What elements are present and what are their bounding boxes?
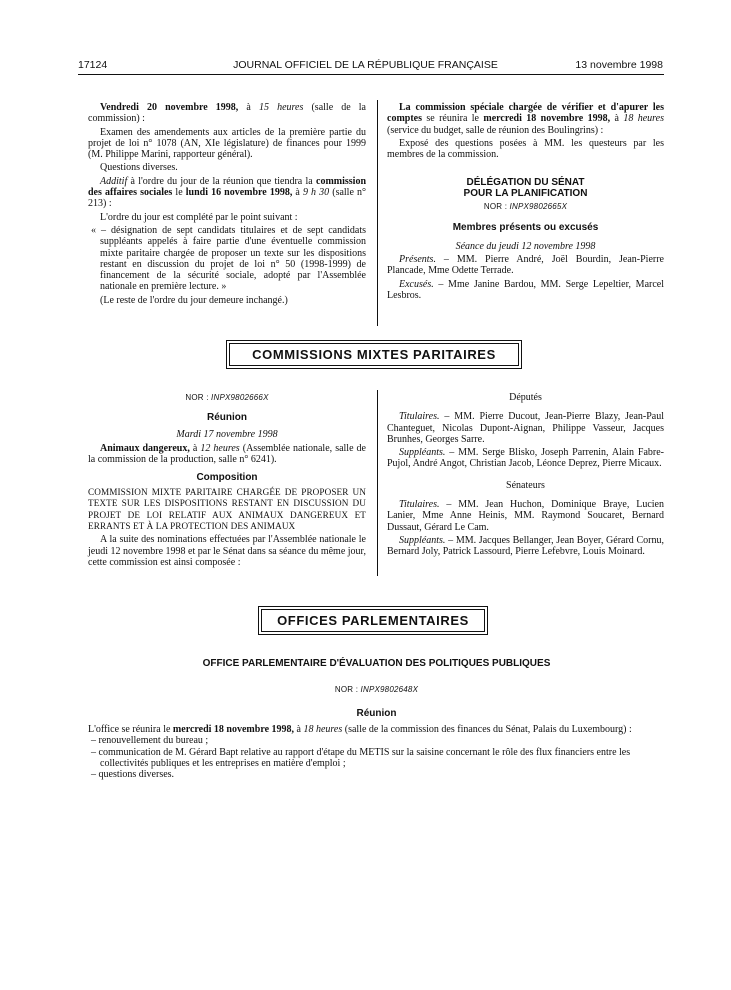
top-right-column — [387, 102, 664, 303]
top-left-column — [88, 102, 366, 308]
friday-session: Vendredi 20 novembre 1998, à 15 heures (salle de la commission) : — [88, 102, 366, 125]
deputes-titulaires: Titulaires. – MM. Pierre Ducout, Jean-Pierre Blazy, Jean-Paul Chanteguet, Nicolas Dupont-Aignan, Philippe Vasseur, Jacques Brunhes, Georges Sarre. — [387, 411, 664, 445]
composition-heading: Composition — [196, 472, 258, 484]
office-item-1: – renouvellement du bureau ; — [91, 735, 209, 747]
questions-diverses: Questions diverses. — [100, 162, 178, 174]
office-nor: NOR : INPX9802648X — [334, 685, 419, 694]
senateurs-titulaires: Titulaires. – MM. Jean Huchon, Dominique Braye, Lucien Lanier, Mme Anne Heinis, MM. Raymond Soucaret, Bernard Dussaut, Gérard Le Cam. — [387, 499, 664, 533]
office-title: OFFICE PARLEMENTAIRE D'ÉVALUATION DES POLITIQUES PUBLIQUES — [202, 658, 551, 669]
cmp-right-column — [387, 392, 664, 560]
members-heading: Membres présents ou excusés — [452, 221, 599, 233]
delegation-nor: NOR : INPX9802665X — [483, 202, 568, 212]
delegation-title-1: DÉLÉGATION DU SÉNAT — [466, 177, 585, 189]
cmp-section-title: COMMISSIONS MIXTES PARITAIRES — [226, 340, 522, 369]
offices-section-title: OFFICES PARLEMENTAIRES — [258, 606, 488, 635]
delegation-title-2: POUR LA PLANIFICATION — [463, 188, 588, 200]
deputes-suppleants: Suppléants. – MM. Serge Blisko, Joseph Parrenin, Alain Fabre-Pujol, André Angot, Christian Jacob, Léonce Deprez, Pierre Micaux. — [387, 447, 664, 470]
office-item-3: – questions diverses. — [91, 769, 175, 781]
header-rule — [78, 74, 664, 75]
office-body — [88, 724, 665, 780]
cmp-left-column — [88, 392, 366, 570]
agenda-completed: L'ordre du jour est complété par le point suivant : — [100, 211, 298, 223]
cmp-date: Mardi 17 novembre 1998 — [176, 429, 278, 441]
composition-text: A la suite des nominations effectuées par l'Assemblée nationale le jeudi 12 novembre 1998 et par le Sénat dans sa séance du même jour, cette commission est ainsi composée : — [88, 534, 366, 568]
office-session: L'office se réunira le mercredi 18 novembre 1998, à 18 heures (salle de la commission des finances du Sénat, Palais du Luxembourg) : — [88, 724, 632, 735]
animaux-dangereux: Animaux dangereux, à 12 heures (Assemblée nationale, salle de la commission de la production, salle n° 6241). — [88, 442, 366, 465]
expose-questions: Exposé des questions posées à MM. les questeurs par les membres de la commission. — [387, 137, 664, 161]
journal-title: JOURNAL OFFICIEL DE LA RÉPUBLIQUE FRANÇAISE — [233, 59, 498, 71]
excuses-line: Excusés. – Mme Janine Bardou, MM. Serge Lepeltier, Marcel Lesbros. — [387, 278, 664, 301]
composition-caps: COMMISSION MIXTE PARITAIRE CHARGÉE DE PROPOSER UN TEXTE SUR LES DISPOSITIONS RESTANT EN DISCUSSION DU PROJET DE LOI RELATIF AUX ANIMAUX DANGEREUX ET ERRANTS ET À LA PROTECTION DES ANIMAUX — [88, 487, 366, 532]
amendments-exam: Examen des amendements aux articles de la première partie du projet de loi n° 1078 (AN, XIe législature) de finances pour 1999 (M. Philippe Marini, rapporteur général). — [88, 126, 366, 161]
cmp-column-divider — [377, 390, 378, 576]
senateurs-heading: Sénateurs — [506, 479, 545, 491]
additif-paragraph: Additif à l'ordre du jour de la réunion que tiendra la commission des affaires sociales le lundi 16 novembre 1998, à 9 h 30 (salle n° 213) : — [88, 175, 366, 210]
office-item-2: – communication de M. Gérard Bapt relative au rapport d'étape du METIS sur la saisine concernant le rôle des flux financiers entre les collectivités publiques et les entreprises en matière d'emploi ; — [91, 746, 631, 769]
cmp-nor: NOR : INPX9802666X — [185, 393, 269, 402]
page-number: 17124 — [78, 59, 108, 71]
issue-date: 13 novembre 1998 — [575, 59, 663, 71]
cmp-reunion-heading: Réunion — [207, 412, 247, 424]
office-reunion-heading: Réunion — [356, 708, 397, 719]
deputes-heading: Députés — [509, 392, 542, 403]
designation-item: « – désignation de sept candidats titulaires et de sept candidats suppléants appelés à faire partie d'une éventuelle commission mixte paritaire chargée de proposer un texte sur les dispositions restant en discussion du projet de loi n° 50 (1998-1999) de financement de la sécurité sociale, adopté par l'Assemblée nationale en première lecture. » — [91, 224, 366, 293]
agenda-unchanged: (Le reste de l'ordre du jour demeure inchangé.) — [100, 294, 288, 306]
commission-speciale: La commission spéciale chargée de vérifier et d'apurer les comptes se réunira le mercredi 18 novembre 1998, à 18 heures (service du budget, salle de réunion des Boulingrins) : — [387, 102, 664, 136]
seance-date: Séance du jeudi 12 novembre 1998 — [455, 240, 596, 252]
column-divider — [377, 100, 378, 326]
presents-line: Présents. – MM. Pierre André, Joël Bourdin, Jean-Pierre Plancade, Mme Odette Terrade. — [387, 254, 664, 277]
senateurs-suppleants: Suppléants. – MM. Jacques Bellanger, Jean Boyer, Gérard Cornu, Bernard Joly, Patrick Lassourd, Pierre Lefebvre, Louis Moinard. — [387, 534, 664, 558]
